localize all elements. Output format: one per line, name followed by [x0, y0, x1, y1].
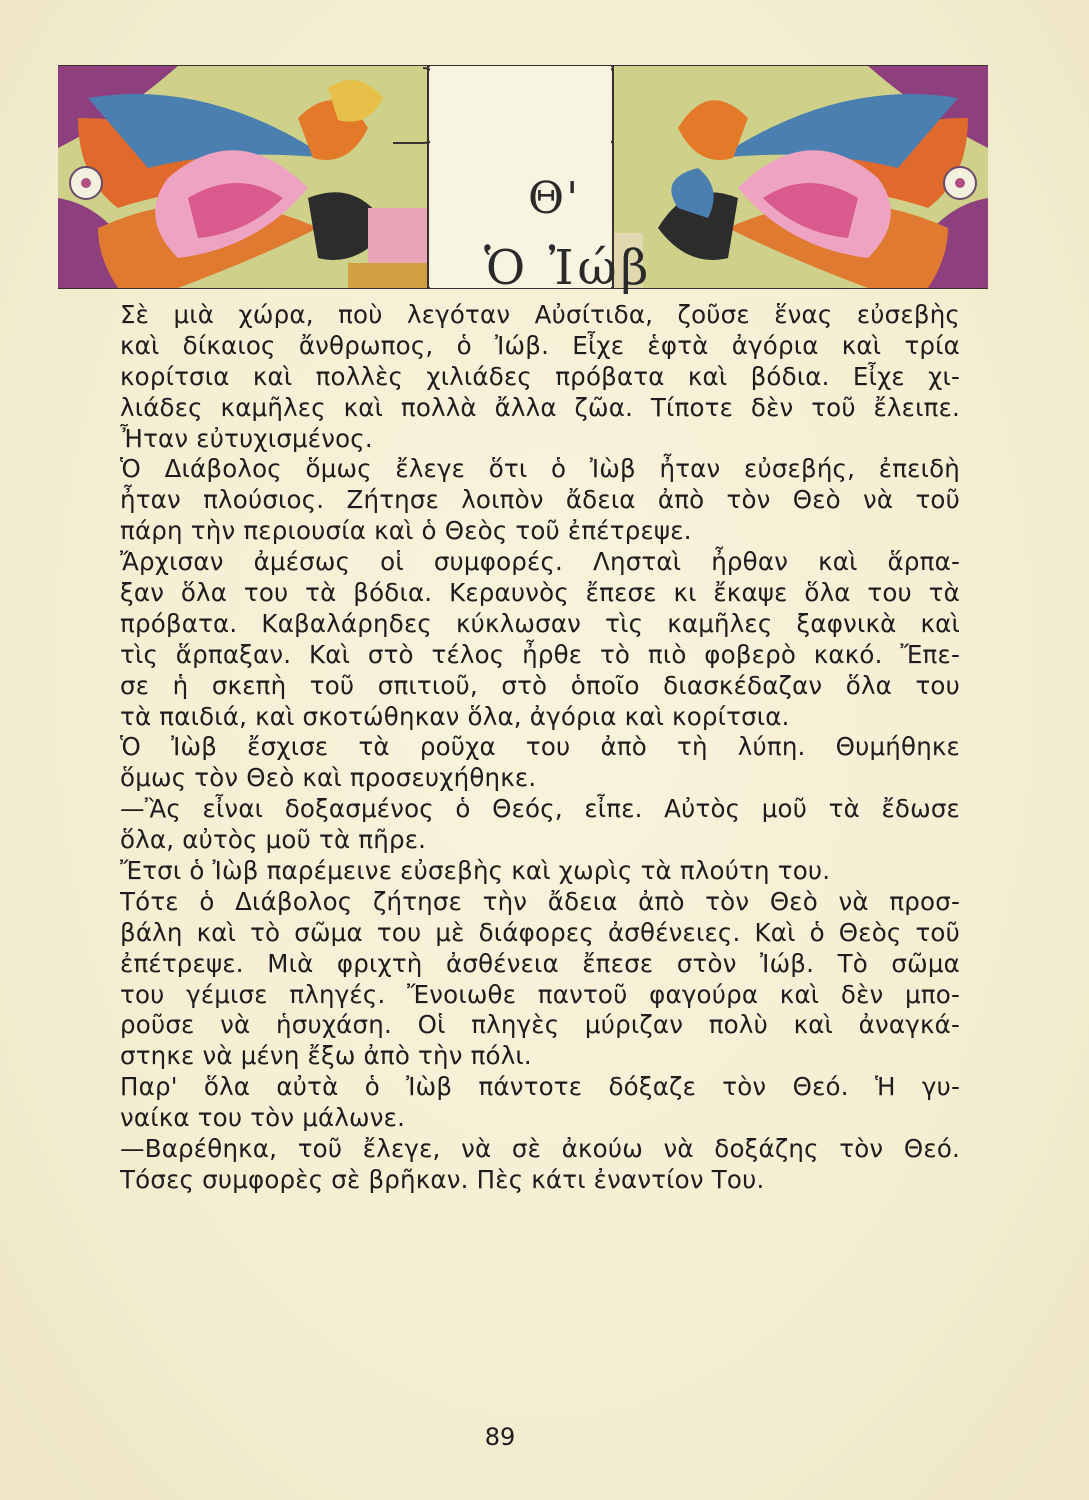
- text-line: ναίκα του τὸν μάλωνε.: [120, 1103, 406, 1133]
- chapter-title: Ὁ Ἰώβ: [484, 240, 653, 296]
- text-line: Τότε ὁ Διάβολος ζήτησε τὴν ἄδεια ἀπὸ τὸν Θεὸ νὰ προσ-: [120, 886, 960, 916]
- text-line: πάρη τὴν περιουσία καὶ ὁ Θεὸς τοῦ ἐπέτρεψε.: [120, 516, 692, 546]
- text-line: του γέμισε πληγές. Ἔνοιωθε παντοῦ φαγούρα καὶ δὲν μπο-: [120, 979, 960, 1009]
- text-line: Τόσες συμφορὲς σὲ βρῆκαν. Πὲς κάτι ἐναντίον Του.: [120, 1164, 765, 1194]
- text-line: τὰ παιδιά, καὶ σκοτώθηκαν ὅλα, ἀγόρια καὶ κορίτσια.: [120, 701, 790, 731]
- text-line: ἦταν πλούσιος. Ζήτησε λοιπὸν ἄδεια ἀπὸ τὸν Θεὸ νὰ τοῦ: [120, 485, 960, 515]
- text-line: Ὁ Ἰὼβ ἔσχισε τὰ ροῦχα του ἀπὸ τὴ λύπη. Θυμήθηκε: [120, 732, 960, 762]
- text-line: Ἦταν εὐτυχισμένος.: [120, 423, 373, 453]
- chapter-number: Θ': [528, 173, 581, 224]
- text-line: Ἔτσι ὁ Ἰὼβ παρέμεινε εὐσεβὴς καὶ χωρὶς τὰ πλούτη του.: [120, 856, 831, 886]
- text-line: κορίτσια καὶ πολλὲς χιλιάδες πρόβατα καὶ βόδια. Εἶχε χι-: [120, 361, 960, 391]
- text-line: στηκε νὰ μένη ἔξω ἀπὸ τὴν πόλι.: [120, 1041, 532, 1071]
- page-number: 89: [484, 1423, 516, 1451]
- text-line: σε ἡ σκεπὴ τοῦ σπιτιοῦ, στὸ ὁποῖο διασκέδαζαν ὅλα του: [120, 670, 960, 700]
- text-line: βάλη καὶ τὸ σῶμα του μὲ διάφορες ἀσθένειες. Καὶ ὁ Θεὸς τοῦ: [120, 917, 960, 947]
- text-line: —Βαρέθηκα, τοῦ ἔλεγε, νὰ σὲ ἀκούω νὰ δοξάζης τὸν Θεό.: [120, 1134, 960, 1164]
- right-floral-panel: [613, 66, 988, 288]
- text-line: ροῦσε νὰ ἡσυχάση. Οἱ πληγὲς μύριζαν πολὺ καὶ ἀναγκά-: [120, 1010, 960, 1040]
- chapter-header-ornament: [58, 58, 988, 296]
- text-line: Παρ' ὅλα αὐτὰ ὁ Ἰὼβ πάντοτε δόξαζε τὸν Θεό. Ἡ γυ-: [120, 1072, 960, 1102]
- text-line: πρόβατα. Καβαλάρηδες κύκλωσαν τὶς καμῆλες ξαφνικὰ καὶ: [120, 608, 960, 638]
- text-line: ἐπέτρεψε. Μιὰ φριχτὴ ἀσθένεια ἔπεσε στὸν Ἰώβ. Τὸ σῶμα: [120, 948, 960, 978]
- text-line: —Ἂς εἶναι δοξασμένος ὁ Θεός, εἶπε. Αὐτὸς μοῦ τὰ ἔδωσε: [120, 794, 960, 824]
- left-floral-panel: [58, 66, 428, 288]
- text-line: λιάδες καμῆλες καὶ πολλὰ ἄλλα ζῶα. Τίποτε δὲν τοῦ ἔλειπε.: [120, 392, 960, 422]
- text-line: ὅμως τὸν Θεὸ καὶ προσευχήθηκε.: [120, 763, 537, 793]
- text-line: ξαν ὅλα του τὰ βόδια. Κεραυνὸς ἔπεσε κι ἔκαψε ὅλα του τὰ: [120, 578, 960, 608]
- text-line: ὅλα, αὐτὸς μοῦ τὰ πῆρε.: [120, 825, 427, 855]
- text-line: Ὁ Διάβολος ὅμως ἔλεγε ὅτι ὁ Ἰὼβ ἦταν εὐσεβής, ἐπειδὴ: [120, 454, 960, 484]
- text-line: Σὲ μιὰ χώρα, ποὺ λεγόταν Αὐσίτιδα, ζοῦσε ἕνας εὐσεβὴς: [120, 300, 960, 329]
- text-line: καὶ δίκαιος ἄνθρωπος, ὁ Ἰώβ. Εἶχε ἑφτὰ ἀγόρια καὶ τρία: [120, 330, 960, 360]
- text-line: Ἄρχισαν ἀμέσως οἱ συμφορές. Λησταὶ ἦρθαν καὶ ἅρπα-: [120, 547, 960, 577]
- story-text: [120, 300, 960, 1196]
- text-line: τὶς ἅρπαξαν. Καὶ στὸ τέλος ἦρθε τὸ πιὸ φοβερὸ κακό. Ἔπε-: [120, 639, 960, 669]
